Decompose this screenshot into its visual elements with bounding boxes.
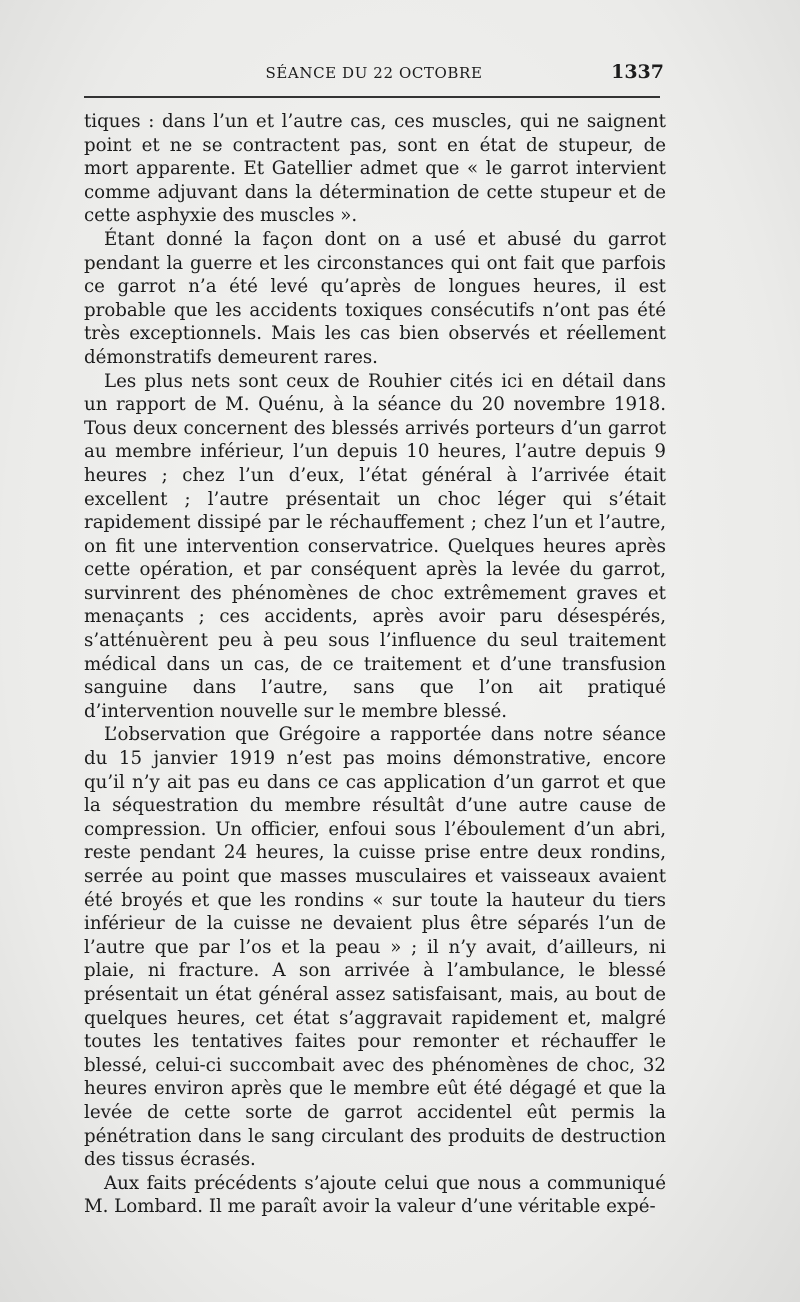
paragraph-lombard-case: Aux faits précédents s’ajoute celui que nous a communiqué M. Lombard. Il me paraît avoir la valeur d’une véritable expé-	[84, 1172, 666, 1218]
paragraph-continuation: tiques : dans l’un et l’autre cas, ces muscles, qui ne saignent point et ne se contractent pas, sont en état de stupeur, de mort apparente. Et Gatellier admet que « le garrot intervient comme adjuvant dans la détermination de cette stupeur et de cette asphyxie des muscles ».	[84, 111, 666, 227]
page-number: 1337	[611, 61, 664, 83]
header-rule	[84, 96, 660, 98]
body-text	[84, 110, 666, 1219]
running-head	[84, 62, 664, 86]
paragraph-gregoire-observation: L’observation que Grégoire a rapportée dans notre séance du 15 janvier 1919 n’est pas moins démonstrative, encore qu’il n’y ait pas eu dans ce cas application d’un garrot et que la séquestration du membre résultât d’une autre cause de compression. Un officier, enfoui sous l’éboulement d’un abri, reste pendant 24 heures, la cuisse prise entre deux rondins, serrée au point que masses musculaires et vaisseaux avaient été broyés et que les rondins « sur toute la hauteur du tiers inférieur de la cuisse ne devaient plus être séparés l’un de l’autre que par l’os et la peau » ; il n’y avait, d’ailleurs, ni plaie, ni fracture. A son arrivée à l’ambulance, le blessé présentait un état général assez satisfaisant, mais, au bout de quelques heures, cet état s’aggravait rapidement et, malgré toutes les tentatives faites pour remonter et réchauffer le blessé, celui-ci succombait avec des phénomènes de choc, 32 heures environ après que le membre eût été dégagé et que la levée de cette sorte de garrot accidentel eût permis la pénétration dans le sang circulant des produits de destruction des tissus écrasés.	[84, 724, 666, 1171]
paragraph-garrot-abuse: Étant donné la façon dont on a usé et abusé du garrot pendant la guerre et les circonstances qui ont fait que parfois ce garrot n’a été levé qu’après de longues heures, il est probable que les accidents toxiques consécutifs n’ont pas été très exceptionnels. Mais les cas bien observés et réellement démonstratifs demeurent rares.	[84, 228, 666, 368]
running-title: SÉANCE DU 22 OCTOBRE	[265, 64, 483, 82]
paragraph-rouhier-cases: Les plus nets sont ceux de Rouhier cités ici en détail dans un rapport de M. Quénu, à la séance du 20 novembre 1918. Tous deux concernent des blessés arrivés porteurs d’un garrot au membre inférieur, l’un depuis 10 heures, l’autre depuis 9 heures ; chez l’un d’eux, l’état général à l’arrivée était excellent ; l’autre présentait un choc léger qui s’était rapidement dissipé par le réchauffement ; chez l’un et l’autre, on fit une intervention conservatrice. Quelques heures après cette opération, et par conséquent après la levée du garrot, survinrent des phénomènes de choc extrêmement graves et menaçants ; ces accidents, après avoir paru désespérés, s’atténuèrent peu à peu sous l’influence du seul traitement médical dans un cas, de ce traitement et d’une transfusion sanguine dans l’autre, sans que l’on ait pratiqué d’intervention nouvelle sur le membre blessé.	[84, 370, 666, 722]
